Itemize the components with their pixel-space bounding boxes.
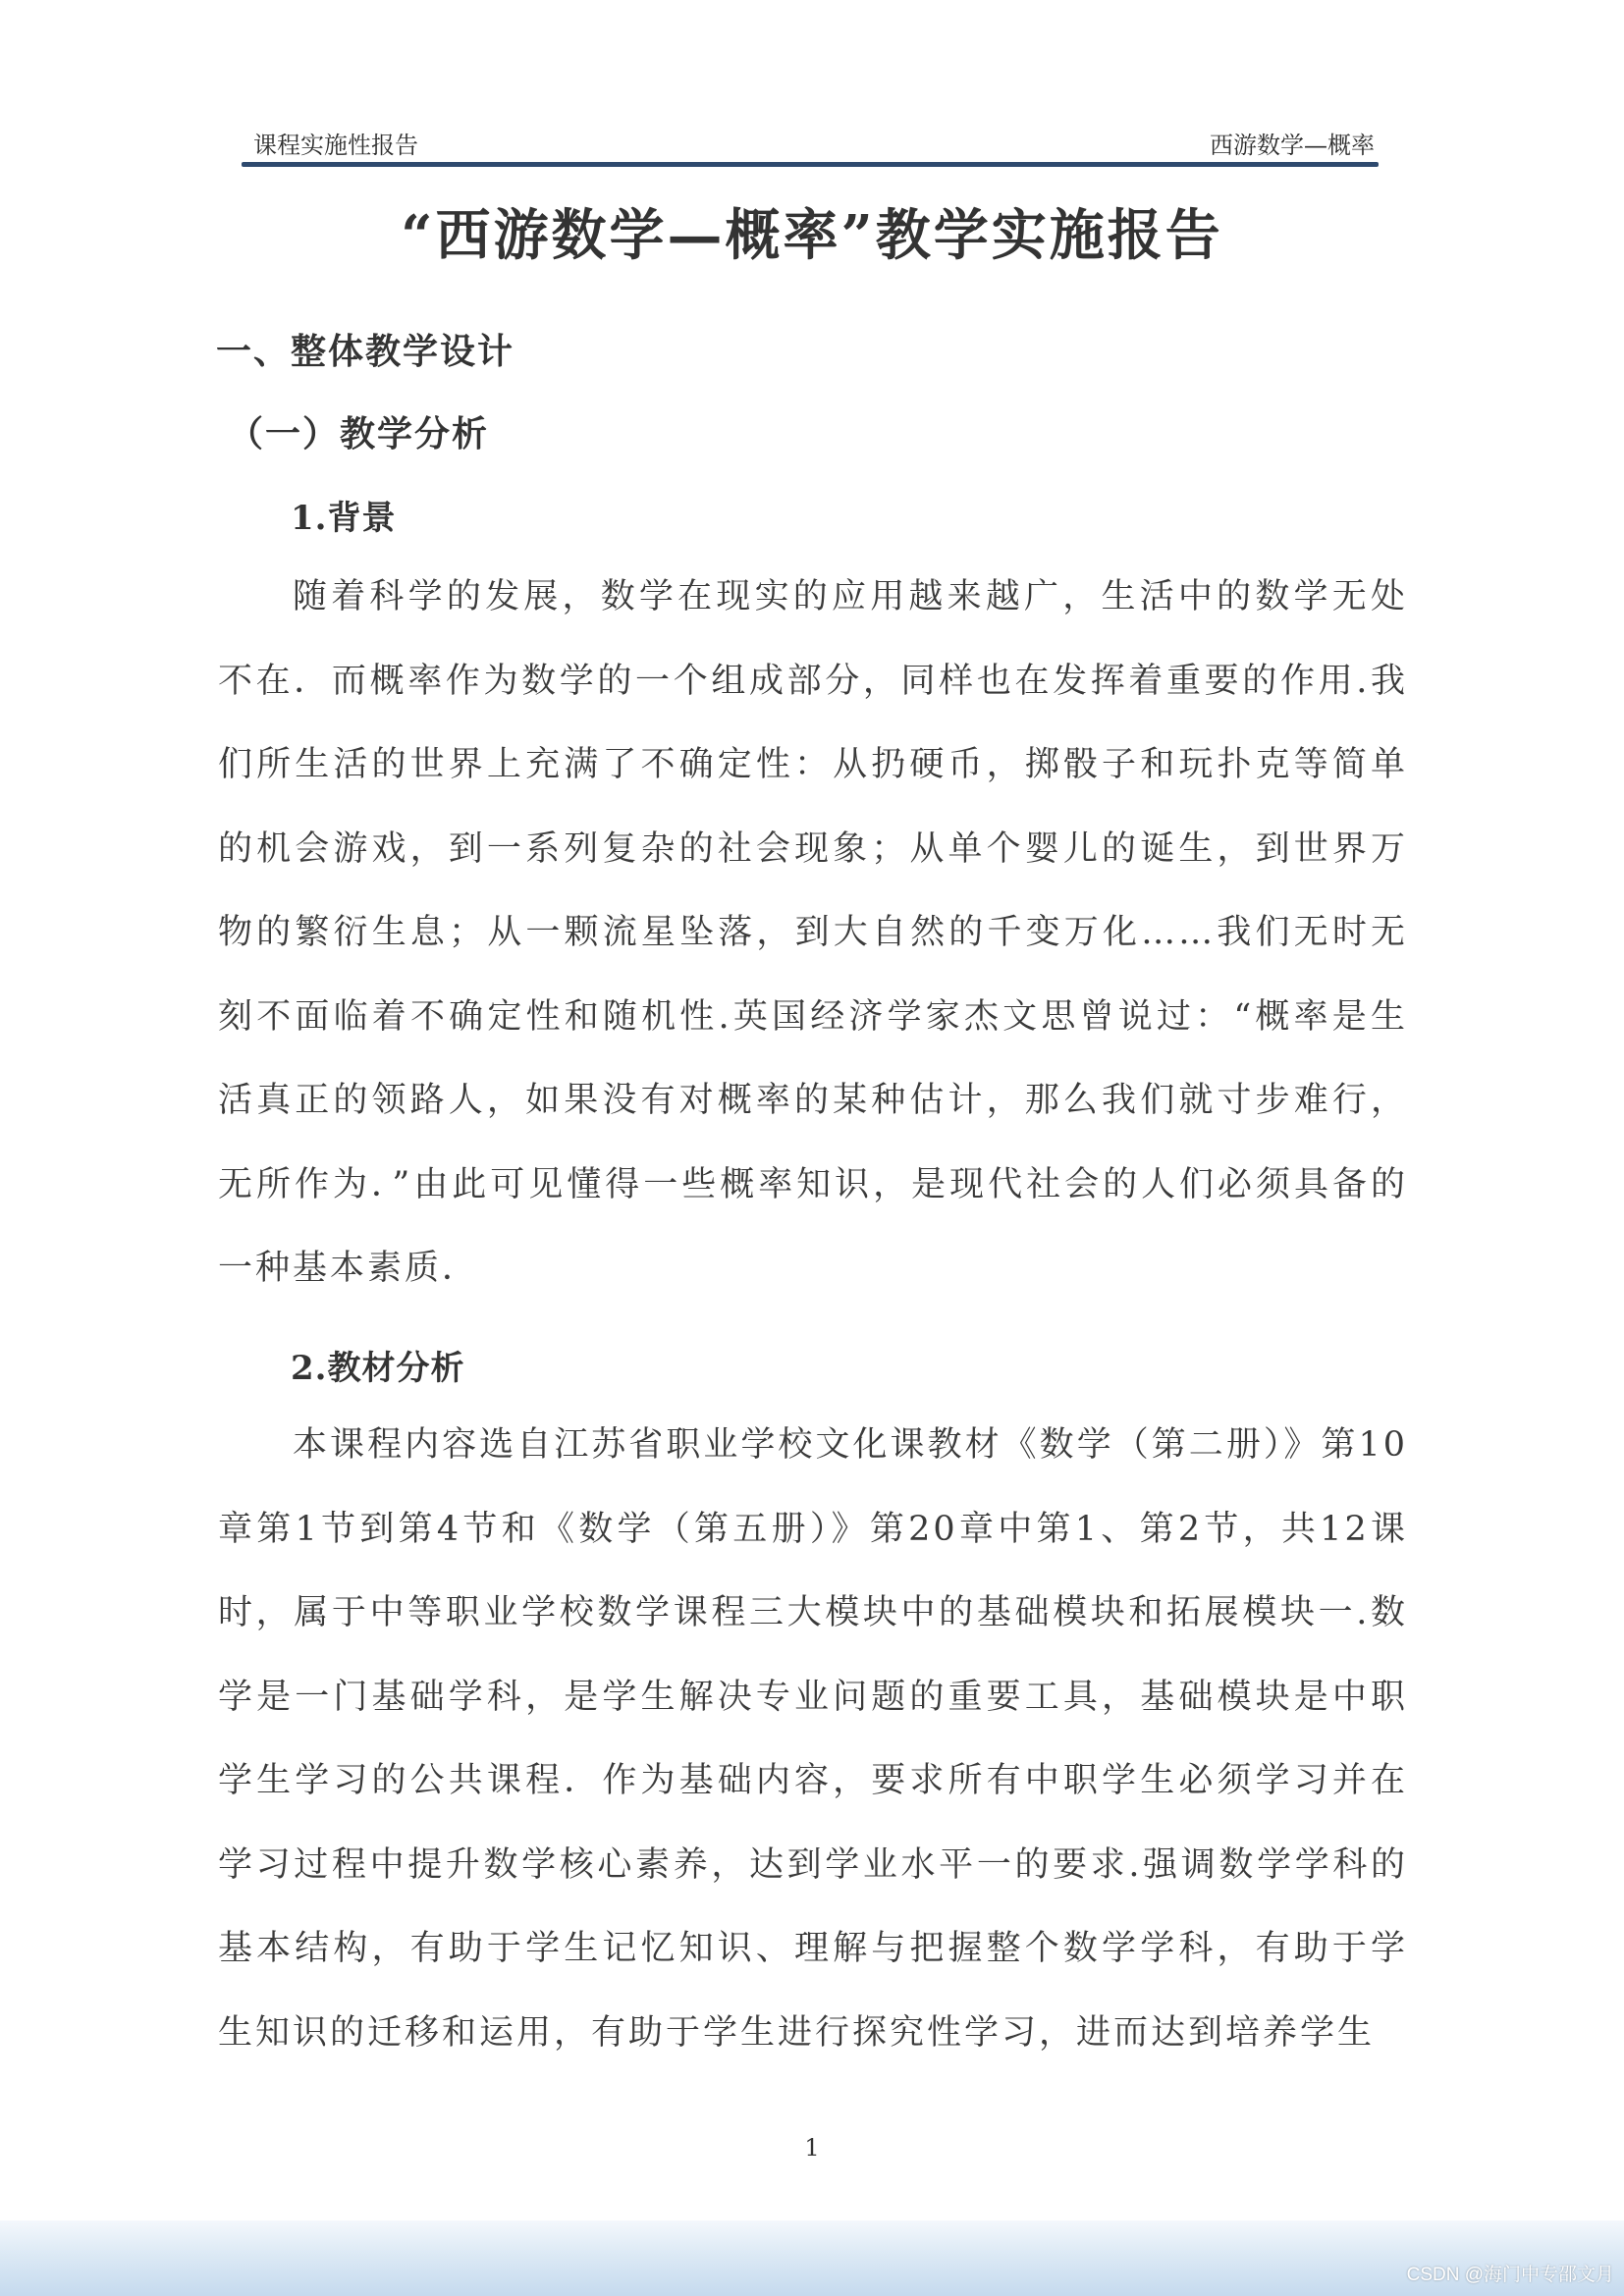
watermark: CSDN @海门中专邵文月 [1406, 2265, 1614, 2285]
running-header [253, 122, 1375, 157]
header-rule [242, 162, 1379, 167]
item-heading-textbook-analysis: 2.教材分析 [291, 1349, 465, 1388]
header-right-text: 西游数学—概率 [1210, 132, 1375, 159]
footer-band [0, 2220, 1624, 2296]
document-title: “西游数学—概率”教学实施报告 [401, 203, 1223, 268]
header-left-text: 课程实施性报告 [253, 132, 418, 159]
subsection-heading: （一）教学分析 [228, 413, 490, 454]
page-number: 1 [804, 2134, 820, 2162]
paragraph-background: 随着科学的发展，数学在现实的应用越来越广，生活中的数学无处不在．而概率作为数学的一个组成部分，同样也在发挥着重要的作用.我们所生活的世界上充满了不确定性：从扔硬币，掷骰子和玩扑克等简单的机会游戏，到一系列复杂的社会现象；从单个婴儿的诞生，到世界万物的繁衍生息；从一颗流星坠落，到大自然的千变万化……我们无时无刻不面临着不确定性和随机性.英国经济学家杰文思曾说过：“概率是生活真正的领路人，如果没有对概率的某种估计，那么我们就寸步难行，无所作为．”由此可见懂得一些概率知识，是现代社会的人们必须具备的一种基本素质． [218, 577, 1408, 1288]
item-heading-background: 1.背景 [291, 499, 397, 538]
paragraph-textbook-analysis: 本课程内容选自江苏省职业学校文化课教材《数学（第二册）》第10章第1节到第4节和《数学（第五册）》第20章中第1、第2节，共12课时，属于中等职业学校数学课程三大模块中的基础模块和拓展模块一.数学是一门基础学科，是学生解决专业问题的重要工具，基础模块是中职学生学习的公共课程．作为基础内容，要求所有中职学生必须学习并在学习过程中提升数学核心素养，达到学业水平一的要求.强调数学学科的基本结构，有助于学生记忆知识、理解与把握整个数学学科，有助于学生知识的迁移和运用，有助于学生进行探究性学习，进而达到培养学生 [218, 1425, 1408, 2053]
section-heading: 一、整体教学设计 [216, 331, 515, 372]
